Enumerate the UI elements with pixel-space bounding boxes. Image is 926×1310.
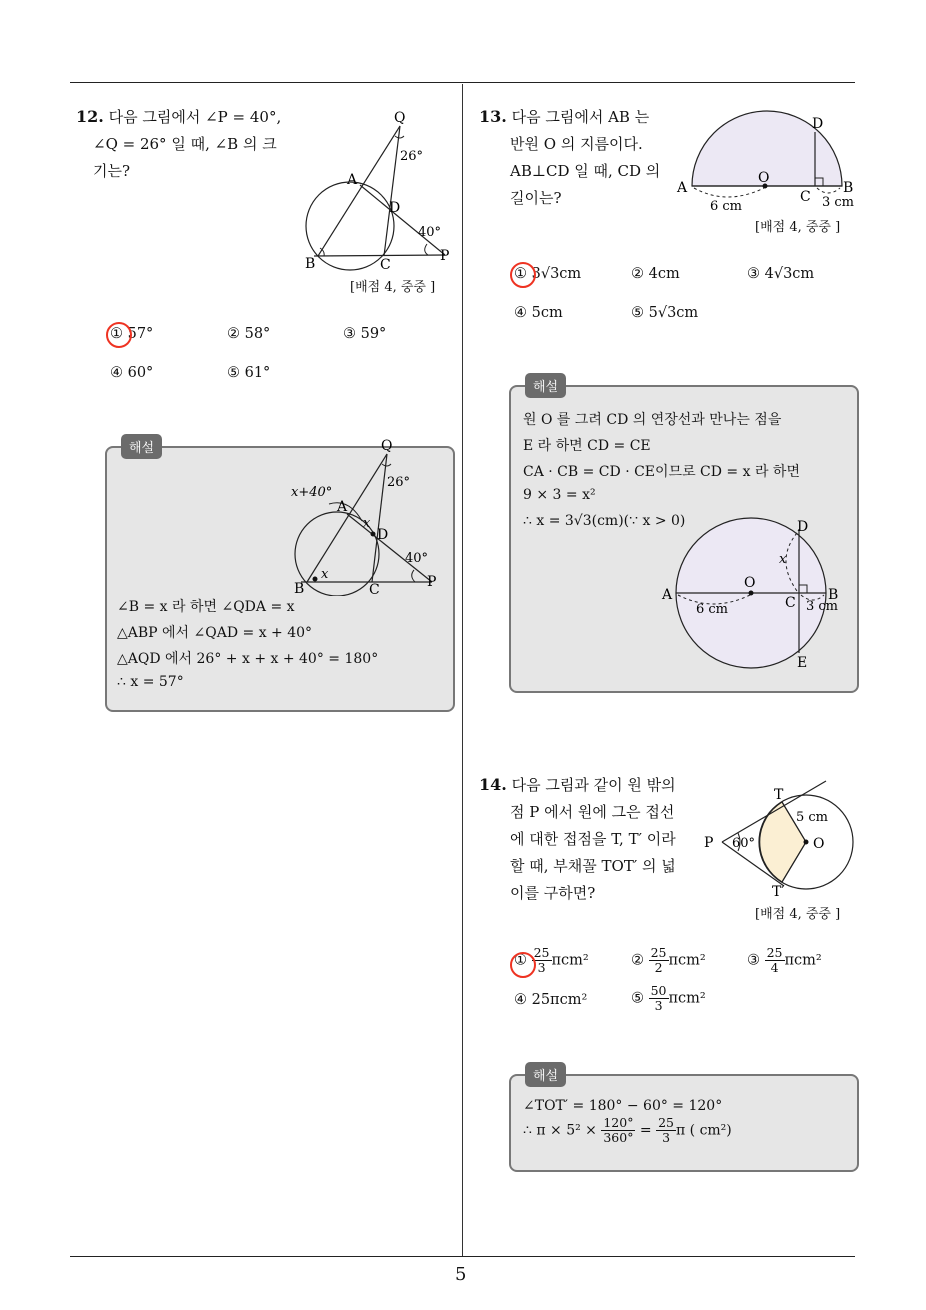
option-2[interactable]: ② 58° xyxy=(227,326,271,342)
q13-figure xyxy=(672,106,862,216)
question-text-line: 반원 O 의 지름이다. xyxy=(510,135,643,153)
question-text-line: 할 때, 부채꼴 TOT′ 의 넓 xyxy=(510,857,676,875)
explanation-line: CA · CB = CD · CE이므로 CD = x 라 하면 xyxy=(523,464,800,480)
question-text-line: 기는? xyxy=(93,162,131,180)
label-p: P xyxy=(427,574,437,590)
option-1[interactable]: ① 3√3cm xyxy=(514,266,581,282)
question-text-line: 다음 그림에서 ∠P = 40°, xyxy=(108,108,282,126)
explanation-line: ∴ π × 5² × $\frac{120^\circ}{360^\circ}$ = $\frac{25}{3}$ π ( cm²) xyxy=(523,1115,732,1145)
label-c: C xyxy=(785,595,796,611)
explanation-line: 9 × 3 = x² xyxy=(523,487,596,503)
label-q: Q xyxy=(381,438,393,454)
option-3[interactable]: ③ $\frac{25}{4}$ πcm² xyxy=(747,945,822,975)
difficulty-label: [배점 4, 중중 ] xyxy=(755,220,841,235)
label-3cm: 3 cm xyxy=(822,195,855,210)
q14-figure xyxy=(700,776,860,901)
option-2[interactable]: ② 4cm xyxy=(631,266,680,282)
label-b: B xyxy=(843,180,854,196)
label-o: O xyxy=(758,170,770,186)
label-60: 60° xyxy=(732,836,756,851)
explanation-line: △ABP 에서 ∠QAD = x + 40° xyxy=(117,625,313,641)
label-p: P xyxy=(704,835,714,851)
label-d: D xyxy=(812,116,824,132)
label-p: P xyxy=(440,248,450,264)
column-divider xyxy=(462,84,463,1256)
question-text-line: 다음 그림과 같이 원 밖의 xyxy=(511,776,676,794)
page-number: 5 xyxy=(455,1264,467,1285)
option-3[interactable]: ③ 4√3cm xyxy=(747,266,815,282)
label-a: A xyxy=(677,180,688,196)
q12-figure xyxy=(300,108,460,278)
question-text-line: 이를 구하면? xyxy=(510,884,596,902)
explanation-tag: 해설 xyxy=(525,1062,566,1087)
difficulty-label: [배점 4, 중중 ] xyxy=(350,280,436,295)
label-d: D xyxy=(797,519,809,535)
question-number: 12. xyxy=(76,107,104,126)
option-5[interactable]: ⑤ $\frac{50}{3}$ πcm² xyxy=(631,983,706,1013)
label-angle-q: 26° xyxy=(387,475,411,490)
question-text-line: 에 대한 접점을 T, T′ 이라 xyxy=(510,830,676,848)
label-6cm: 6 cm xyxy=(710,199,743,214)
label-angle-q: 26° xyxy=(400,149,424,164)
explanation-line: ∴ x = 57° xyxy=(117,674,184,690)
option-1[interactable]: ① 57° xyxy=(110,326,153,342)
q12-explanation-figure xyxy=(287,436,447,596)
explanation-line: E 라 하면 CD = CE xyxy=(523,438,651,454)
question-text-line: 점 P 에서 원에 그은 접선 xyxy=(510,803,675,821)
explanation-tag: 해설 xyxy=(121,434,162,459)
label-x-upper: x xyxy=(363,516,371,531)
q13-explanation-figure xyxy=(661,515,856,675)
label-d: D xyxy=(389,200,401,216)
option-5[interactable]: ⑤ 61° xyxy=(227,365,271,381)
label-d: D xyxy=(377,527,389,543)
q13-explanation-box xyxy=(509,380,859,693)
explanation-tag: 해설 xyxy=(525,373,566,398)
explanation-line: ∴ x = 3√3(cm)(∵ x > 0) xyxy=(523,513,686,529)
label-angle-p: 40° xyxy=(418,225,442,240)
question-number: 13. xyxy=(479,107,507,126)
selected-answer-mark xyxy=(106,322,132,348)
selected-answer-mark xyxy=(510,262,536,288)
label-3cm: 3 cm xyxy=(806,599,839,614)
label-a: A xyxy=(662,587,673,603)
label-6cm: 6 cm xyxy=(696,602,729,617)
explanation-line: 원 O 를 그려 CD 의 연장선과 만나는 점을 xyxy=(523,412,782,428)
label-a: A xyxy=(337,499,348,515)
label-x-lower: x xyxy=(321,567,329,582)
explanation-line: △AQD 에서 26° + x + x + 40° = 180° xyxy=(117,651,379,667)
label-q: Q xyxy=(394,110,406,126)
option-4[interactable]: ④ 5cm xyxy=(514,305,563,321)
difficulty-label: [배점 4, 중중 ] xyxy=(755,907,841,922)
label-a: A xyxy=(347,172,358,188)
question-number: 14. xyxy=(479,775,507,794)
label-b: B xyxy=(828,587,839,603)
option-3[interactable]: ③ 59° xyxy=(343,326,387,342)
label-c: C xyxy=(380,257,391,273)
label-angle-p: 40° xyxy=(405,551,429,566)
question-text-line: 다음 그림에서 AB 는 xyxy=(511,108,650,126)
option-1[interactable]: ① $\frac{25}{3}$ πcm² xyxy=(514,946,589,975)
bottom-rule xyxy=(70,1256,855,1257)
label-b: B xyxy=(305,256,316,272)
selected-answer-mark xyxy=(510,952,536,978)
label-c: C xyxy=(800,189,811,205)
option-2[interactable]: ② $\frac{25}{2}$ πcm² xyxy=(631,945,706,975)
label-e: E xyxy=(797,655,808,671)
option-5[interactable]: ⑤ 5√3cm xyxy=(631,305,699,321)
label-t-prime: T′ xyxy=(772,884,785,900)
question-text-line: AB⊥CD 일 때, CD 의 xyxy=(510,162,661,180)
q12-explanation-box xyxy=(105,438,455,712)
label-x: x xyxy=(779,552,787,567)
label-o: O xyxy=(744,575,756,591)
label-b: B xyxy=(294,581,305,596)
question-text-line: ∠Q = 26° 일 때, ∠B 의 크 xyxy=(93,135,277,153)
option-4[interactable]: ④ 60° xyxy=(110,365,154,381)
label-o: O xyxy=(813,836,825,852)
option-4[interactable]: ④ 25πcm² xyxy=(514,992,588,1008)
question-text-line: 길이는? xyxy=(510,189,562,207)
label-t: T xyxy=(774,787,784,803)
label-x-plus-40: x+40° xyxy=(291,485,333,500)
label-5cm: 5 cm xyxy=(796,810,829,825)
label-c: C xyxy=(369,582,380,596)
explanation-line: ∠B = x 라 하면 ∠QDA = x xyxy=(117,599,295,615)
q14-explanation-box xyxy=(509,1069,859,1172)
top-rule xyxy=(70,82,855,83)
explanation-line: ∠TOT′ = 180° − 60° = 120° xyxy=(523,1098,723,1114)
